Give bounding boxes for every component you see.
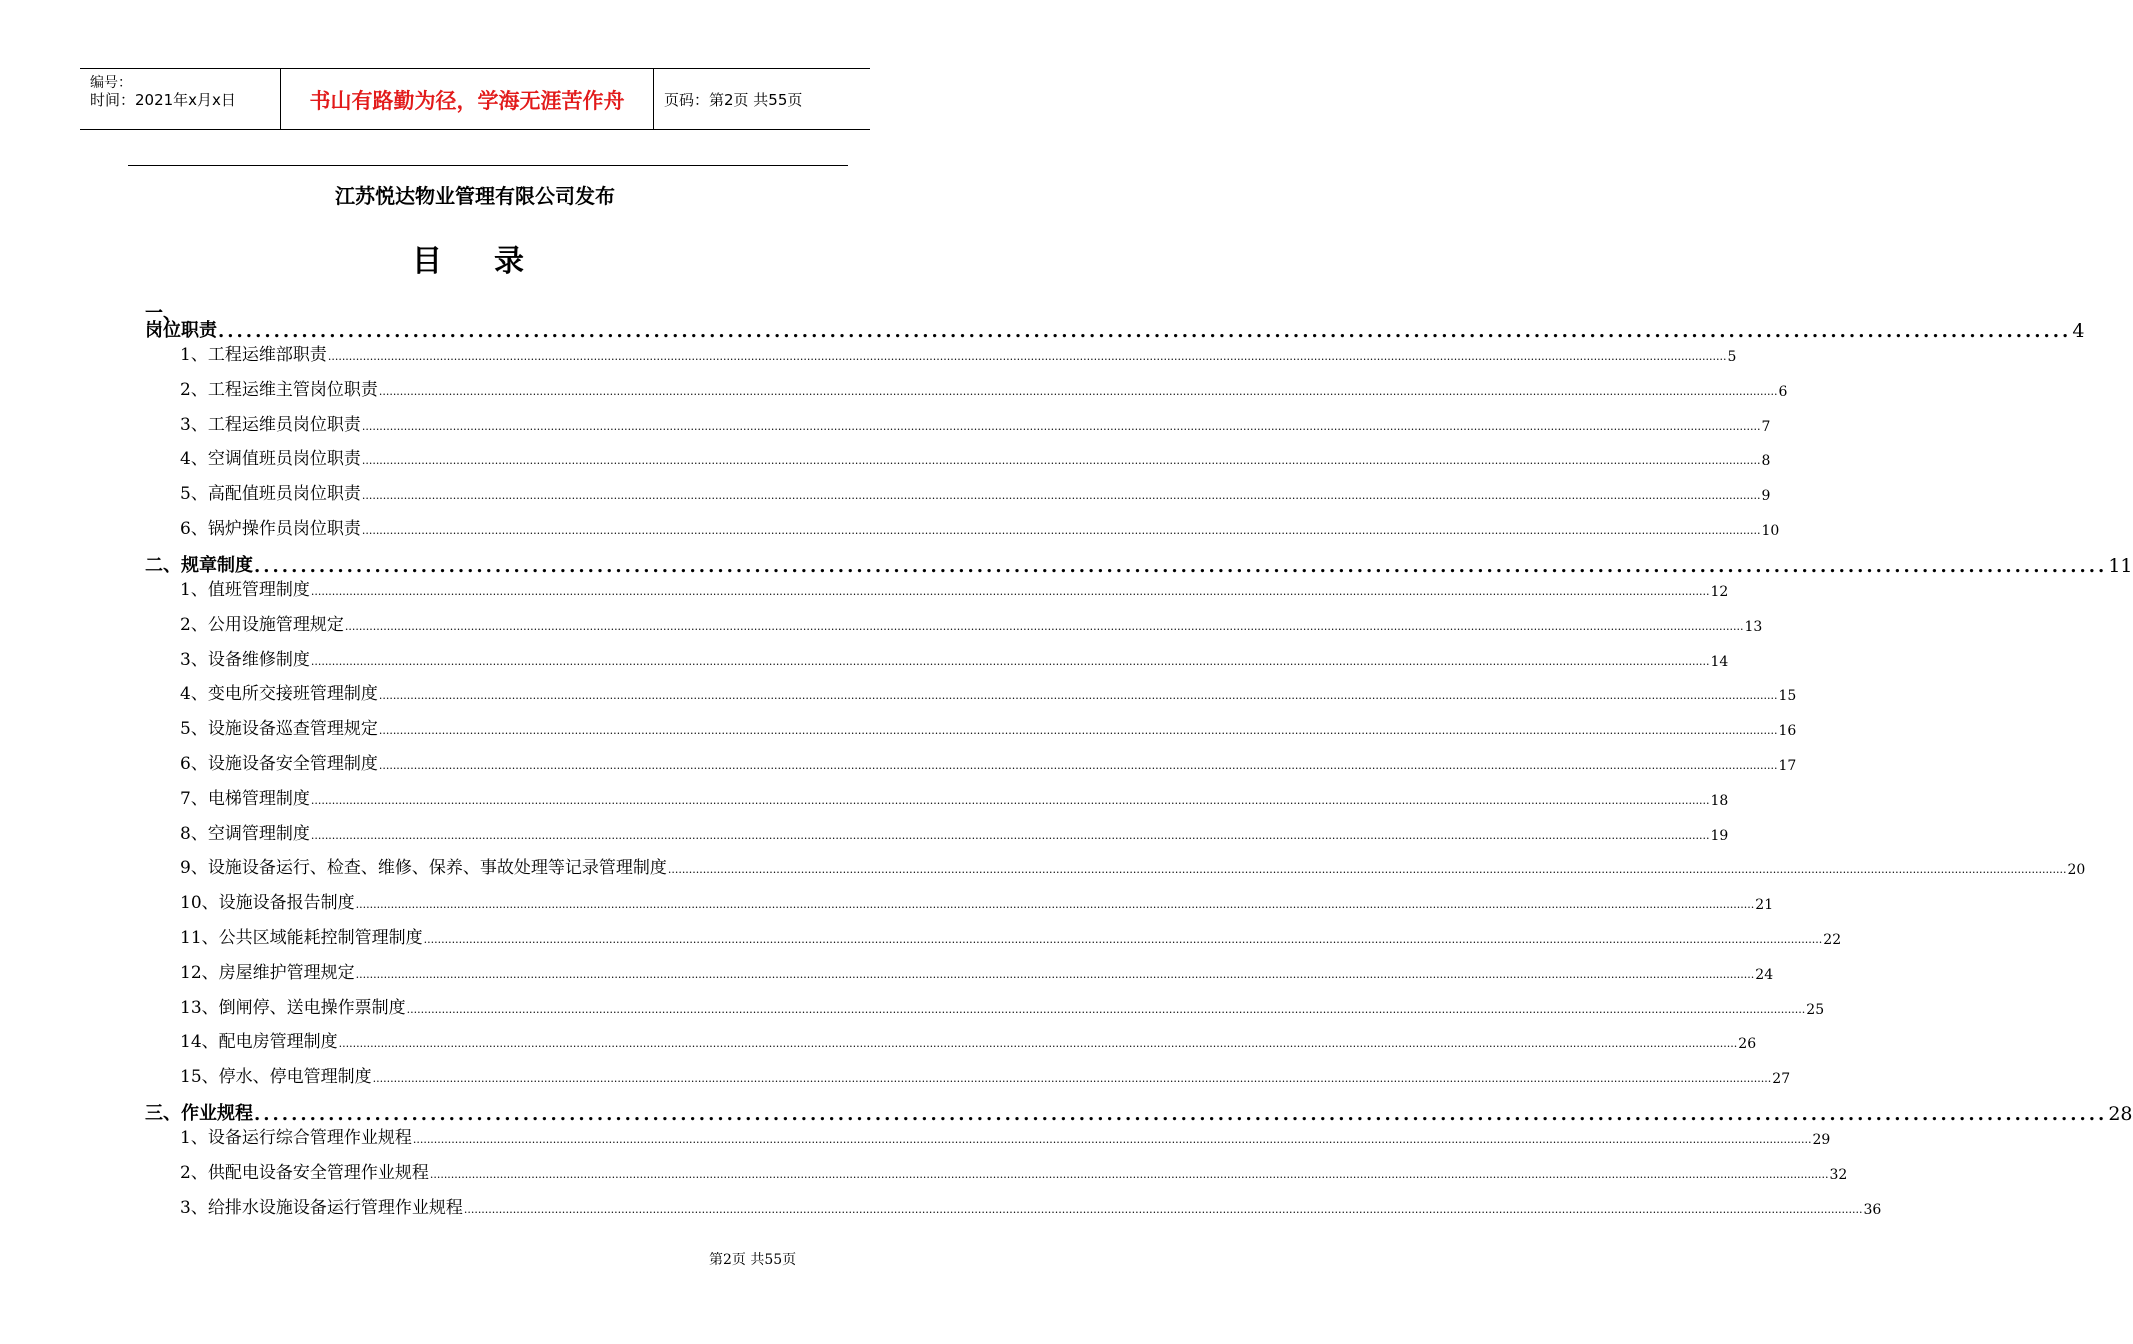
toc-item[interactable] [180,891,1774,914]
toc-item-page: 19 [1710,827,1729,844]
toc-leader-dots: ................................................................................................................................................................................................................................................................................................................................................................................................................ [338,1037,1738,1051]
toc-item-label: 5、设施设备巡查管理规定 [180,719,378,740]
toc-leader-dots: ................................................................................................................................................................................................................................................................................................................................................................................................................ [310,585,1710,598]
toc-item-label: 5、高配值班员岗位职责 [180,484,361,505]
toc-item-label: 9、设施设备运行、检查、维修、保养、事故处理等记录管理制度 [180,858,667,879]
toc-item-label: 7、电梯管理制度 [180,788,310,809]
toc-item-label: 15、停水、停电管理制度 [180,1067,372,1088]
toc-item[interactable] [180,378,1788,400]
toc-item[interactable] [180,578,1729,600]
toc-item-label: 3、给排水设施设备运行管理作业规程 [180,1197,463,1218]
toc-item-page: 22 [1823,932,1842,948]
toc-section-page: 28 [2108,1103,2133,1125]
toc-item[interactable] [180,1126,1831,1148]
toc-leader-dots: ................................................................................................................................................................................................................................................................................................................................................................................................................ [423,933,1823,946]
toc-item-page: 26 [1738,1036,1757,1053]
toc-leader-dots: ................................................................................................................................................................................................................................................................................................................................................................................................................ [361,419,1761,433]
toc-item-page: 5 [1727,349,1737,365]
toc-item-label: 12、房屋维护管理规定 [180,962,355,983]
toc-section-page: 4 [2072,320,2085,342]
toc-item-page: 17 [1778,758,1797,774]
toc-item[interactable] [180,822,1729,844]
toc-item-label: 10、设施设备报告制度 [180,893,355,914]
toc-item-page: 16 [1778,723,1797,740]
toc-leader-dots: ................................................................................................................................................................................................................................................................................................................................................................................................................ [429,1167,1829,1181]
toc-item[interactable] [180,413,1771,435]
toc-leader-dots: ........................................................................................................................................................................................................ [254,556,2108,577]
toc-item-page: 21 [1755,897,1774,914]
toc-leader-dots: ................................................................................................................................................................................................................................................................................................................................................................................................................ [344,619,1744,633]
toc-section-label: 岗位职责 [145,320,217,341]
toc-item-page: 13 [1744,618,1763,635]
toc-item-label: 13、倒闸停、送电操作票制度 [180,997,406,1018]
toc-item-page: 9 [1761,488,1771,505]
toc-leader-dots: ................................................................................................................................................................................................................................................................................................................................................................................................................ [361,489,1761,503]
toc-item-label: 2、供配电设备安全管理作业规程 [180,1162,429,1183]
toc-section-label: 三、作业规程 [145,1103,253,1124]
toc-item-label: 3、设备维修制度 [180,649,310,670]
toc-item[interactable] [180,1196,1882,1218]
toc-item-label: 4、变电所交接班管理制度 [180,684,378,705]
toc-item-page: 32 [1829,1166,1848,1183]
toc-leader-dots: ................................................................................................................................................................................................................................................................................................................................................................................................................ [310,828,1710,842]
toc-item[interactable] [180,926,1842,948]
toc-item-page: 15 [1778,688,1797,705]
toc-item-label: 4、空调值班员岗位职责 [180,449,361,470]
toc-leader-dots: ................................................................................................................................................................................................................................................................................................................................................................................................................ [378,384,1778,398]
toc-item[interactable] [180,752,1797,774]
toc-item[interactable] [180,856,2086,879]
toc-title-char-1: 目 [412,244,442,279]
toc-item[interactable] [180,343,1737,365]
toc-section-1[interactable] [145,320,2085,342]
page-footer: 第2页 共55页 [709,1252,797,1268]
toc-leader-dots: ................................................................................................................................................................................................................................................................................................................................................................................................................ [378,759,1778,772]
toc-item-label: 2、公用设施管理规定 [180,614,344,635]
toc-item-label: 3、工程运维员岗位职责 [180,414,361,435]
toc-item[interactable] [180,482,1771,505]
toc-item-page: 8 [1761,453,1771,470]
toc-item-label: 8、空调管理制度 [180,823,310,844]
toc-section-page: 11 [2108,555,2133,577]
toc-leader-dots: ................................................................................................................................................................................................................................................................................................................................................................................................................ [310,793,1710,807]
toc-item[interactable] [180,613,1763,635]
toc-leader-dots: ................................................................................................................................................................................................................................................................................................................................................................................................................ [406,1002,1806,1016]
toc-item-page: 14 [1710,653,1729,670]
toc-section-3[interactable] [145,1103,2133,1125]
toc-leader-dots: ................................................................................................................................................................................................................................................................................................................................................................................................................ [361,454,1761,468]
toc-item-page: 25 [1806,1001,1825,1018]
document-date-label: 时间：2021年x月x日 [90,91,236,109]
toc-item-page: 18 [1710,792,1729,809]
toc-item[interactable] [180,648,1729,670]
toc-leader-dots: ................................................................................................................................................................................................................................................................................................................................................................................................................ [463,1202,1863,1216]
toc-leader-dots: ................................................................................................................................................................................................................................................................................................................................................................................................................ [667,863,2067,877]
toc-item-page: 29 [1812,1132,1831,1148]
toc-leader-dots: ................................................................................................................................................................................................................................................................................................................................................................................................................ [361,524,1761,537]
toc-item-page: 10 [1761,523,1780,539]
toc-leader-dots: ........................................................................................................................................................................................................ [218,321,2072,342]
toc-item-label: 6、设施设备安全管理制度 [180,754,378,774]
toc-item-page: 12 [1710,584,1729,600]
toc-item[interactable] [180,682,1797,705]
toc-item-label: 11、公共区域能耗控制管理制度 [180,928,423,948]
toc-section-number: 一、 [145,303,181,324]
toc-item-label: 14、配电房管理制度 [180,1032,338,1053]
toc-section-2[interactable] [145,555,2133,577]
toc-item-label: 2、工程运维主管岗位职责 [180,379,378,400]
toc-item-page: 7 [1761,418,1771,435]
toc-leader-dots: ................................................................................................................................................................................................................................................................................................................................................................................................................ [378,689,1778,703]
header-page-info: 页码：第2页 共55页 [664,91,803,109]
toc-item-label: 1、值班管理制度 [180,580,310,600]
toc-item[interactable] [180,787,1729,809]
toc-title-char-2: 录 [494,244,524,279]
toc-leader-dots: ................................................................................................................................................................................................................................................................................................................................................................................................................ [355,898,1755,912]
toc-item-page: 20 [2067,862,2086,879]
toc-leader-dots: ................................................................................................................................................................................................................................................................................................................................................................................................................ [412,1133,1812,1146]
toc-leader-dots: ................................................................................................................................................................................................................................................................................................................................................................................................................ [372,1072,1772,1086]
toc-item[interactable] [180,1030,1757,1053]
toc-item-label: 1、设备运行综合管理作业规程 [180,1128,412,1148]
publisher-line: 江苏悦达物业管理有限公司发布 [335,184,615,208]
toc-item[interactable] [180,447,1771,470]
toc-item-page: 6 [1778,383,1788,400]
toc-leader-dots: ................................................................................................................................................................................................................................................................................................................................................................................................................ [355,967,1755,981]
toc-item-label: 6、锅炉操作员岗位职责 [180,519,361,539]
toc-item[interactable] [180,961,1774,983]
document-number-label: 编号： [90,75,132,91]
toc-item-page: 36 [1863,1201,1882,1218]
toc-leader-dots: ........................................................................................................................................................................................................ [254,1104,2108,1125]
toc-leader-dots: ................................................................................................................................................................................................................................................................................................................................................................................................................ [310,654,1710,668]
toc-item[interactable] [180,996,1825,1018]
toc-item[interactable] [180,1161,1848,1183]
toc-item[interactable] [180,717,1797,740]
toc-item[interactable] [180,517,1780,539]
toc-item-page: 24 [1755,966,1774,983]
toc-leader-dots: ................................................................................................................................................................................................................................................................................................................................................................................................................ [378,724,1778,738]
toc-item-label: 1、工程运维部职责 [180,345,327,365]
header-motto: 书山有路勤为径，学海无涯苦作舟 [309,89,625,113]
toc-item-page: 27 [1772,1071,1791,1088]
toc-section-label: 二、规章制度 [145,555,253,576]
toc-item[interactable] [180,1065,1791,1088]
toc-leader-dots: ................................................................................................................................................................................................................................................................................................................................................................................................................ [327,350,1727,363]
